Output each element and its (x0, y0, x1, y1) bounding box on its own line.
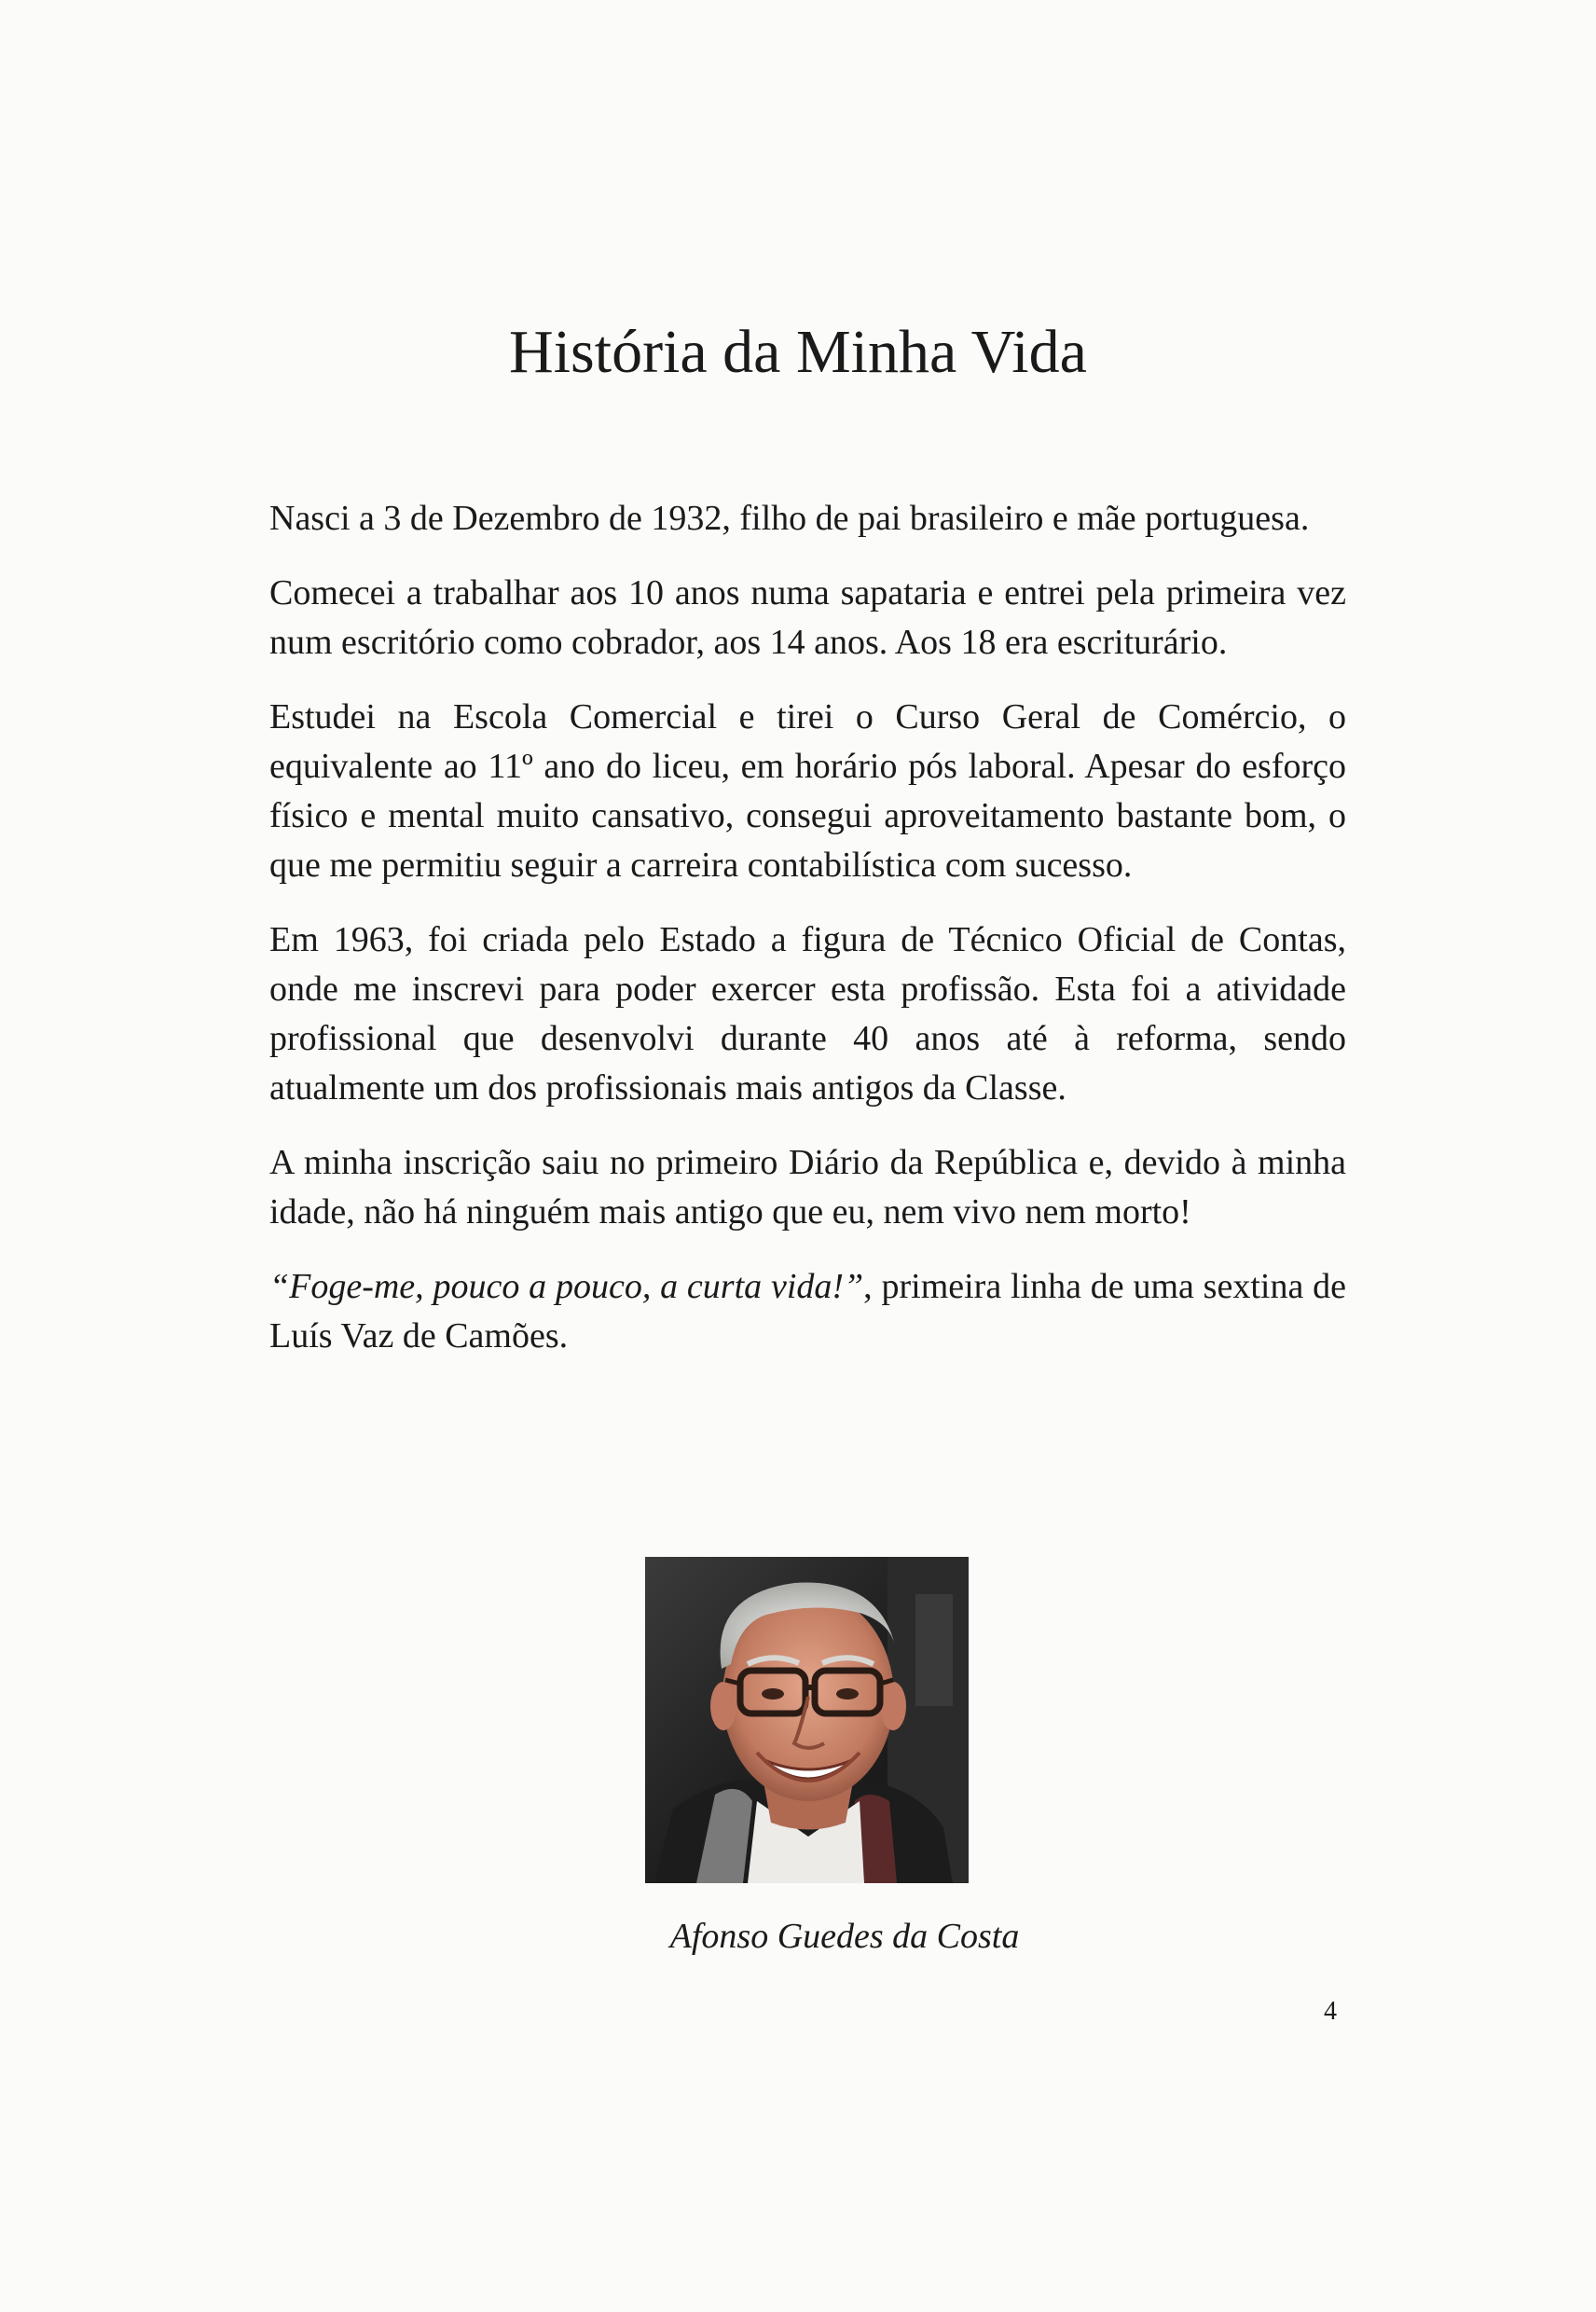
closing-text: , primeira linha de uma sextina de Luís Vaz de Camões. (269, 1267, 1346, 1356)
paragraph-career: Em 1963, foi criada pelo Estado a figura de Técnico Oficial de Contas, onde me inscrevi para poder exercer esta profissão. Esta foi a atividade profissional que desenvolvi durante 40 anos até à reforma, sendo atualmente um dos profissionais mais antigos da Classe. (269, 920, 1346, 1108)
page-title: História da Minha Vida (509, 318, 1087, 386)
paragraph-first-jobs: Comecei a trabalhar aos 10 anos numa sapataria e entrei pela primeira vez num escritório como cobrador, aos 14 anos. Aos 18 era escriturário. (269, 573, 1346, 662)
camoes-quote: “Foge-me, pouco a pouco, a curta vida!” (269, 1267, 864, 1306)
portrait-illustration (645, 1557, 969, 1883)
paragraph-education: Estudei na Escola Comercial e tirei o Curso Geral de Comércio, o equivalente ao 11º ano do liceu, em horário pós laboral. Apesar do esforço físico e mental muito cansativo, consegui aproveitamento bastante bom, o que me permitiu seguir a carreira contabilística com sucesso. (269, 697, 1346, 885)
photo-caption: Afonso Guedes da Costa (669, 1917, 1020, 1956)
paragraph-registration: A minha inscrição saiu no primeiro Diário da República e, devido à minha idade, não há ninguém mais antigo que eu, nem vivo nem morto! (269, 1143, 1346, 1232)
page-number: 4 (1324, 1997, 1337, 2026)
portrait-photo (645, 1557, 969, 1883)
body-text (269, 494, 1346, 1386)
paragraph-birth: Nasci a 3 de Dezembro de 1932, filho de pai brasileiro e mãe portuguesa. (269, 499, 1310, 538)
paragraph-closing (269, 1262, 1346, 1361)
